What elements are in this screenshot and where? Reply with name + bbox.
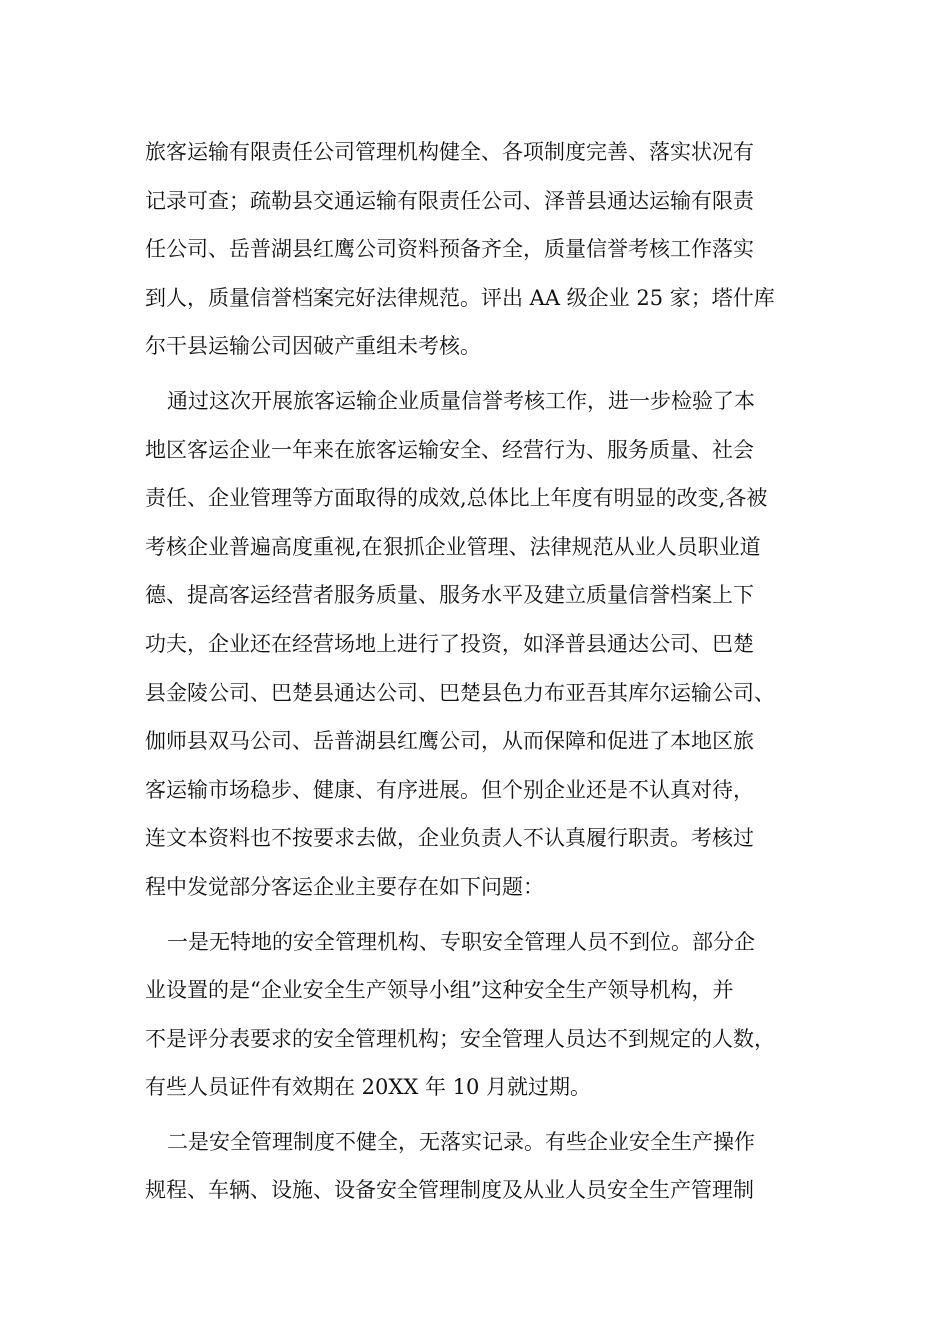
text-line: 功夫，企业还在经营场地上进行了投资，如泽普县通达公司、巴楚 (145, 631, 754, 656)
text-line: 业设置的是“企业安全生产领导小组”这种安全生产领导机构，并 (145, 978, 734, 1003)
text-line: 旅客运输有限责任公司管理机构健全、各项制度完善、落实状况有 (145, 140, 754, 164)
text-line: 记录可查；疏勒县交通运输有限责任公司、泽普县通达运输有限责 (145, 188, 754, 213)
text-line: 到人，质量信誉档案完好法律规范。评出 AA 级企业 25 家；塔什库 (145, 285, 775, 310)
paragraph-4 (145, 1118, 825, 1215)
text-line: 地区客运企业一年来在旅客运输安全、经营行为、服务质量、社会 (145, 437, 754, 462)
text-line: 考核企业普遍高度重视,在狠抓企业管理、法律规范从业人员职业道 (145, 534, 761, 559)
text-line: 尔干县运输公司因破产重组未考核。 (145, 334, 481, 359)
text-line: 县金陵公司、巴楚县通达公司、巴楚县色力布亚吾其库尔运输公司、 (145, 680, 775, 705)
text-line: 连文本资料也不按要求去做，企业负责人不认真履行职责。考核过 (145, 826, 754, 851)
text-line: 有些人员证件有效期在 20XX 年 10 月就过期。 (145, 1075, 592, 1100)
document-body (145, 128, 825, 1215)
text-line: 客运输市场稳步、健康、有序进展。但个别企业还是不认真对待， (145, 777, 754, 802)
text-line: 德、提高客运经营者服务质量、服务水平及建立质量信誉档案上下 (145, 583, 754, 608)
text-line: 任公司、岳普湖县红鹰公司资料预备齐全，质量信誉考核工作落实 (145, 237, 754, 262)
text-line: 不是评分表要求的安全管理机构；安全管理人员达不到规定的人数， (145, 1026, 775, 1051)
text-line: 程中发觉部分客运企业主要存在如下问题： (145, 874, 544, 899)
paragraph-1 (145, 128, 825, 371)
text-line: 规程、车辆、设施、设备安全管理制度及从业人员安全生产管理制 (145, 1178, 754, 1203)
text-line: 通过这次开展旅客运输企业质量信誉考核工作，进一步检验了本 (167, 388, 755, 413)
paragraph-3 (145, 918, 825, 1112)
paragraph-2 (145, 377, 825, 912)
text-line: 伽师县双马公司、岳普湖县红鹰公司，从而保障和促进了本地区旅 (145, 729, 754, 754)
text-line: 责任、企业管理等方面取得的成效,总体比上年度有明显的改变,各被 (145, 486, 768, 511)
text-line: 二是安全管理制度不健全，无落实记录。有些企业安全生产操作 (167, 1129, 755, 1154)
text-line: 一是无特地的安全管理机构、专职安全管理人员不到位。部分企 (167, 929, 755, 954)
